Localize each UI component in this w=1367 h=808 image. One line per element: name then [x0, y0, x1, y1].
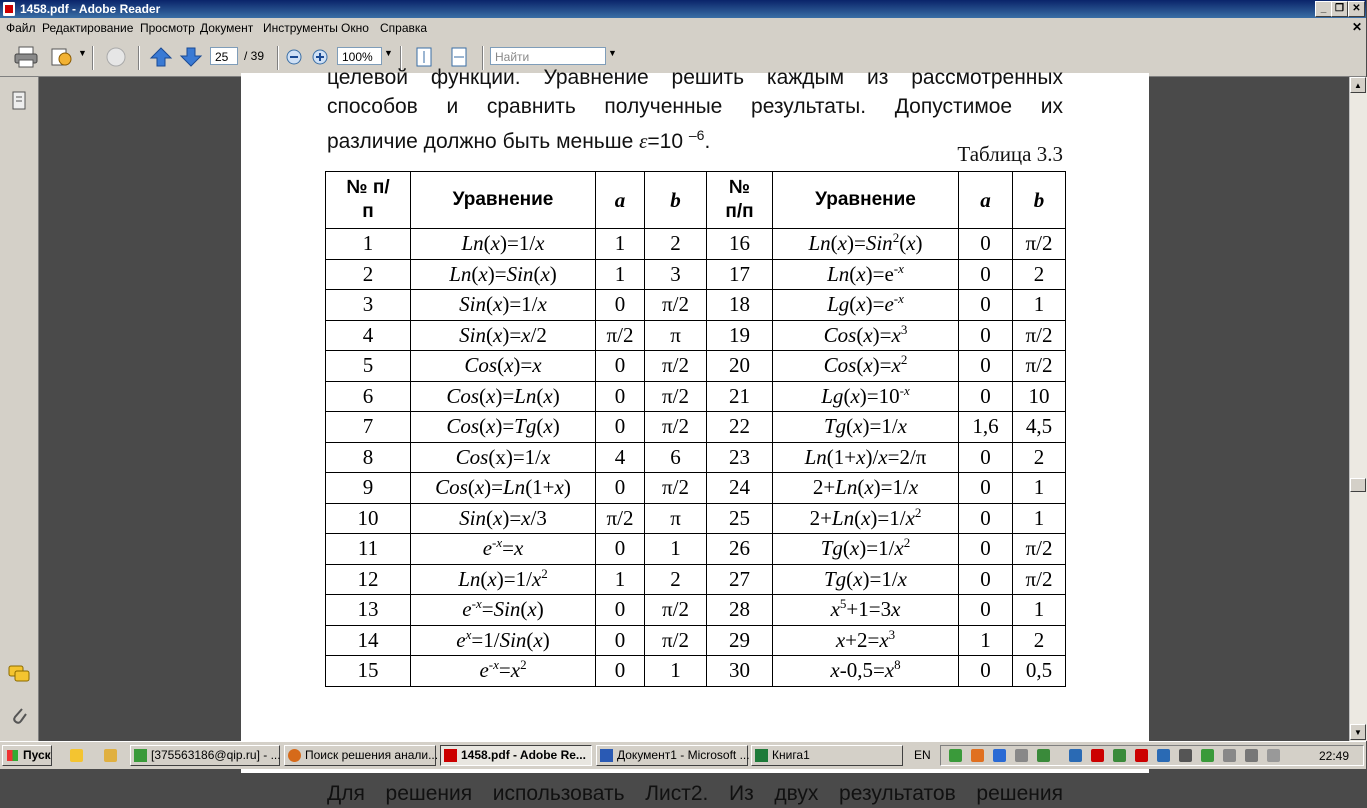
table-cell: 21: [707, 381, 773, 412]
table-row: [326, 290, 1066, 321]
pdf-icon: [444, 749, 457, 762]
table-cell: π/2: [645, 473, 707, 504]
minimize-button[interactable]: _: [1315, 1, 1332, 17]
word-icon: [600, 749, 613, 762]
tray-icon[interactable]: [1037, 749, 1050, 762]
table-row: [326, 412, 1066, 443]
equation-cell: Sin(x)=x/2: [411, 320, 596, 351]
table-cell: 1,6: [959, 412, 1013, 443]
table-cell: 28: [707, 595, 773, 626]
equation-cell: Ln(x)=Sin(x): [411, 259, 596, 290]
zoom-in-icon[interactable]: [312, 49, 328, 65]
table-cell: 13: [326, 595, 411, 626]
table-cell: 26: [707, 534, 773, 565]
table-cell: 0: [596, 412, 645, 443]
table-cell: 0: [596, 351, 645, 382]
firefox-icon: [288, 749, 301, 762]
table-cell: 17: [707, 259, 773, 290]
equation-cell: Cos(x)=Tg(x): [411, 412, 596, 443]
table-cell: 4: [596, 442, 645, 473]
scroll-down-icon[interactable]: ▼: [1350, 724, 1366, 740]
equation-cell: $Cos(x)=x^3$: [773, 320, 959, 351]
table-cell: 5: [326, 351, 411, 382]
table-cell: 0: [959, 595, 1013, 626]
table-cell: 0: [959, 381, 1013, 412]
table-cell: 0: [959, 534, 1013, 565]
flag-icon[interactable]: [1245, 749, 1258, 762]
tray-icon[interactable]: [1135, 749, 1148, 762]
table-row: [326, 442, 1066, 473]
pages-panel-icon[interactable]: [10, 91, 28, 111]
table-row: [326, 229, 1066, 260]
table-cell: 0: [959, 351, 1013, 382]
equation-cell: 2+Ln(x)=1/x: [773, 473, 959, 504]
table-cell: π/2: [1013, 534, 1066, 565]
task-button-adobe[interactable]: [440, 745, 592, 766]
find-input[interactable]: Найти: [490, 47, 606, 65]
equation-cell: Cos(x)=Ln(1+x): [411, 473, 596, 504]
table-cell: 0: [596, 290, 645, 321]
task-label: Поиск решения анали...: [305, 748, 439, 762]
equation-cell: $e^x=1/Sin(x)$: [411, 625, 596, 656]
table-body: [326, 229, 1066, 687]
table-cell: π/2: [645, 595, 707, 626]
table-cell: 0: [959, 656, 1013, 687]
table-row: [326, 503, 1066, 534]
table-cell: 30: [707, 656, 773, 687]
comments-panel-icon[interactable]: [8, 665, 30, 683]
tray-icon[interactable]: [1069, 749, 1082, 762]
table-cell: π/2: [645, 290, 707, 321]
table-cell: 1: [1013, 503, 1066, 534]
equation-cell: Ln(x)=Sin$^2$(x): [773, 229, 959, 260]
table-cell: 12: [326, 564, 411, 595]
table-row: [326, 381, 1066, 412]
equation-cell: $Ln(x)=1/x^2$: [411, 564, 596, 595]
previous-page-icon[interactable]: [150, 46, 172, 68]
zoom-input[interactable]: 100%: [337, 47, 382, 65]
table-cell: 7: [326, 412, 411, 443]
table-cell: 0: [959, 320, 1013, 351]
tray-icon[interactable]: [1015, 749, 1028, 762]
scroll-up-icon[interactable]: ▲: [1350, 77, 1366, 93]
table-cell: π/2: [1013, 229, 1066, 260]
table-cell: π: [645, 320, 707, 351]
table-cell: 1: [596, 259, 645, 290]
text-fragment: различие должно быть меньше: [327, 130, 640, 153]
equation-cell: $Ln(x)=e^{-x}$: [773, 259, 959, 290]
table-row: [326, 259, 1066, 290]
attachments-panel-icon[interactable]: [10, 705, 28, 727]
equation-cell: $x+2=x^3$: [773, 625, 959, 656]
header-cell: № п/п: [326, 172, 411, 229]
table-row: [326, 351, 1066, 382]
tray-icon[interactable]: [1223, 749, 1236, 762]
toolbar-separator: [92, 46, 94, 70]
task-button-excel[interactable]: [751, 745, 903, 766]
scroll-thumb[interactable]: [1350, 478, 1366, 492]
table-cell: 1: [1013, 473, 1066, 504]
task-label: 1458.pdf - Adobe Re...: [461, 748, 586, 762]
tray-icon[interactable]: [1091, 749, 1104, 762]
table-cell: 2: [1013, 625, 1066, 656]
table-cell: 1: [326, 229, 411, 260]
table-header-row: [326, 172, 1066, 229]
table-cell: 6: [326, 381, 411, 412]
window-title: 1458.pdf - Adobe Reader: [20, 2, 161, 16]
tray-icon[interactable]: [1179, 749, 1192, 762]
table-cell: 10: [1013, 381, 1066, 412]
qip-icon: [134, 749, 147, 762]
table-row: [326, 625, 1066, 656]
restore-button[interactable]: ❐: [1331, 1, 1348, 17]
table-cell: π/2: [645, 351, 707, 382]
table-cell: 4: [326, 320, 411, 351]
system-tray: [940, 745, 1364, 766]
header-cell: b: [1013, 172, 1066, 229]
table-cell: 0: [596, 534, 645, 565]
table-cell: 2: [1013, 442, 1066, 473]
task-button-word[interactable]: [596, 745, 748, 766]
table-cell: 0: [959, 564, 1013, 595]
equation-cell: Cos(x)=Ln(x): [411, 381, 596, 412]
tray-icon[interactable]: [1113, 749, 1126, 762]
menu-close-icon[interactable]: ✕: [1351, 20, 1362, 34]
epsilon-symbol: ε: [639, 129, 648, 153]
header-cell: b: [645, 172, 707, 229]
equation-cell: $Cos(x)=x^2$: [773, 351, 959, 382]
find-dropdown-icon[interactable]: ▼: [608, 48, 617, 58]
table-cell: 0,5: [1013, 656, 1066, 687]
text-line: [327, 121, 1063, 153]
page-total: / 39: [244, 49, 265, 63]
menu-window[interactable]: Окно: [341, 21, 369, 35]
table-cell: 0: [959, 442, 1013, 473]
equation-cell: Sin(x)=x/3: [411, 503, 596, 534]
tray-icon[interactable]: [971, 749, 984, 762]
zoom-dropdown-icon[interactable]: ▼: [384, 48, 393, 58]
table-cell: 25: [707, 503, 773, 534]
table-cell: 1: [596, 564, 645, 595]
volume-icon[interactable]: [1267, 749, 1280, 762]
table-cell: 0: [596, 656, 645, 687]
table-cell: 4,5: [1013, 412, 1066, 443]
equation-cell: $Lg(x)=e^{-x}$: [773, 290, 959, 321]
equation-cell: $e^{-x}=x$: [411, 534, 596, 565]
table-cell: 1: [1013, 290, 1066, 321]
exponent: –6: [688, 127, 705, 143]
table-cell: 2: [645, 229, 707, 260]
language-indicator[interactable]: EN: [914, 748, 931, 762]
table-row: [326, 473, 1066, 504]
title-bar: [0, 0, 1366, 18]
close-button[interactable]: ✕: [1348, 1, 1365, 17]
tray-icon[interactable]: [1201, 749, 1214, 762]
pdf-app-icon: [3, 2, 15, 16]
table-row: [326, 564, 1066, 595]
task-label: Документ1 - Microsoft ...: [617, 748, 750, 762]
menu-edit[interactable]: Редактирование: [42, 21, 134, 35]
equation-cell: Cos(x)=x: [411, 351, 596, 382]
vertical-scrollbar[interactable]: [1349, 77, 1367, 741]
table-cell: 22: [707, 412, 773, 443]
menu-document[interactable]: Документ: [200, 21, 254, 35]
table-cell: π/2: [596, 320, 645, 351]
equation-cell: $Lg(x)=10^{-x}$: [773, 381, 959, 412]
table-caption: Таблица 3.3: [957, 142, 1063, 166]
pdf-page: [241, 66, 1149, 805]
menu-file[interactable]: Файл: [6, 21, 36, 35]
table-cell: 2: [326, 259, 411, 290]
table-row: [326, 534, 1066, 565]
table-cell: 19: [707, 320, 773, 351]
equation-cell: Tg(x)=1/x: [773, 564, 959, 595]
menu-bar: [0, 18, 1366, 38]
table-cell: 15: [326, 656, 411, 687]
toolbar-separator: [138, 46, 140, 70]
table-cell: 16: [707, 229, 773, 260]
equation-cell: $x^5+1=3x$: [773, 595, 959, 626]
navigation-pane: [0, 77, 39, 741]
table-cell: 0: [596, 595, 645, 626]
table-cell: π/2: [1013, 320, 1066, 351]
menu-view[interactable]: Просмотр: [140, 21, 195, 35]
collaborate-icon[interactable]: [50, 46, 74, 68]
menu-help[interactable]: Справка: [380, 21, 428, 35]
table-cell: π/2: [1013, 351, 1066, 382]
table-cell: 0: [596, 473, 645, 504]
header-cell: № п/п: [707, 172, 773, 229]
table-cell: 3: [645, 259, 707, 290]
table-cell: π/2: [645, 625, 707, 656]
menu-tools[interactable]: Инструменты: [263, 21, 338, 35]
table-cell: 0: [959, 503, 1013, 534]
table-cell: 3: [326, 290, 411, 321]
task-label: [375563186@qip.ru] - ...: [151, 748, 281, 762]
start-button[interactable]: Пуск: [2, 745, 52, 766]
next-page-icon[interactable]: [180, 46, 202, 68]
table-cell: 0: [596, 625, 645, 656]
equation-cell: Cos(x)=1/x: [411, 442, 596, 473]
table-cell: π: [645, 503, 707, 534]
table-cell: 20: [707, 351, 773, 382]
table-cell: 1: [1013, 595, 1066, 626]
table-cell: 29: [707, 625, 773, 656]
table-row: [326, 595, 1066, 626]
quicklaunch-icon[interactable]: [70, 749, 83, 762]
table-cell: 1: [645, 534, 707, 565]
header-cell: a: [959, 172, 1013, 229]
equation-cell: $Tg(x)=1/x^2$: [773, 534, 959, 565]
equation-cell: $x-0,5=x^8$: [773, 656, 959, 687]
comment-disabled-icon: [104, 46, 128, 68]
table-cell: 1: [959, 625, 1013, 656]
table-cell: 0: [959, 229, 1013, 260]
table-cell: 10: [326, 503, 411, 534]
equation-cell: $2+Ln(x)=1/x^2$: [773, 503, 959, 534]
task-button-browser[interactable]: [284, 745, 439, 766]
folder-icon[interactable]: [104, 749, 117, 762]
table-cell: 11: [326, 534, 411, 565]
table-cell: 24: [707, 473, 773, 504]
table-cell: π/2: [596, 503, 645, 534]
paragraph-top: [327, 63, 1063, 153]
equation-cell: Ln(1+x)/x=2/π: [773, 442, 959, 473]
equation-cell: $e^{-x}=Sin(x)$: [411, 595, 596, 626]
equation-cell: $e^{-x}=x^2$: [411, 656, 596, 687]
table-row: [326, 656, 1066, 687]
task-button-qip[interactable]: [130, 745, 280, 766]
table-cell: 0: [959, 473, 1013, 504]
equation-cell: Ln(x)=1/x: [411, 229, 596, 260]
tray-icon[interactable]: [993, 749, 1006, 762]
table-cell: π/2: [645, 412, 707, 443]
table-cell: 1: [645, 656, 707, 687]
text-fragment: .: [704, 130, 711, 153]
collaborate-dropdown-icon[interactable]: ▼: [78, 48, 87, 58]
taskbar: [0, 741, 1366, 769]
equations-table: [325, 171, 1066, 687]
zoom-out-icon[interactable]: [286, 49, 302, 65]
page-number-input[interactable]: 25: [210, 47, 238, 65]
print-icon[interactable]: [14, 46, 38, 68]
table-cell: 0: [596, 381, 645, 412]
table-cell: 2: [645, 564, 707, 595]
table-cell: 2: [1013, 259, 1066, 290]
table-cell: 8: [326, 442, 411, 473]
table-cell: 1: [596, 229, 645, 260]
table-cell: 0: [959, 259, 1013, 290]
equation-cell: Tg(x)=1/x: [773, 412, 959, 443]
table-cell: 6: [645, 442, 707, 473]
table-cell: 9: [326, 473, 411, 504]
table-cell: π/2: [1013, 564, 1066, 595]
tray-icon[interactable]: [949, 749, 962, 762]
text-line: способов и сравнить полученные результаты. Допустимое их: [327, 95, 1063, 118]
text-line: Для решения использовать Лист2. Из двух результатов решения: [327, 782, 1063, 805]
toolbar-separator: [277, 46, 279, 70]
equation-cell: Sin(x)=1/x: [411, 290, 596, 321]
header-cell: a: [596, 172, 645, 229]
task-label: Книга1: [772, 748, 810, 762]
text-fragment: =10: [647, 130, 689, 153]
text-line: целевой функции. Уравнение решить каждым из рассмотренных: [327, 66, 1063, 89]
header-cell: Уравнение: [773, 172, 959, 229]
table-cell: π/2: [645, 381, 707, 412]
table-row: [326, 320, 1066, 351]
table-cell: 23: [707, 442, 773, 473]
tray-icon[interactable]: [1157, 749, 1170, 762]
clock: 22:49: [1319, 749, 1350, 763]
excel-icon: [755, 749, 768, 762]
header-cell: Уравнение: [411, 172, 596, 229]
paragraph-bottom: [327, 779, 1063, 808]
table-cell: 27: [707, 564, 773, 595]
table-cell: 18: [707, 290, 773, 321]
table-cell: 14: [326, 625, 411, 656]
table-cell: 0: [959, 290, 1013, 321]
